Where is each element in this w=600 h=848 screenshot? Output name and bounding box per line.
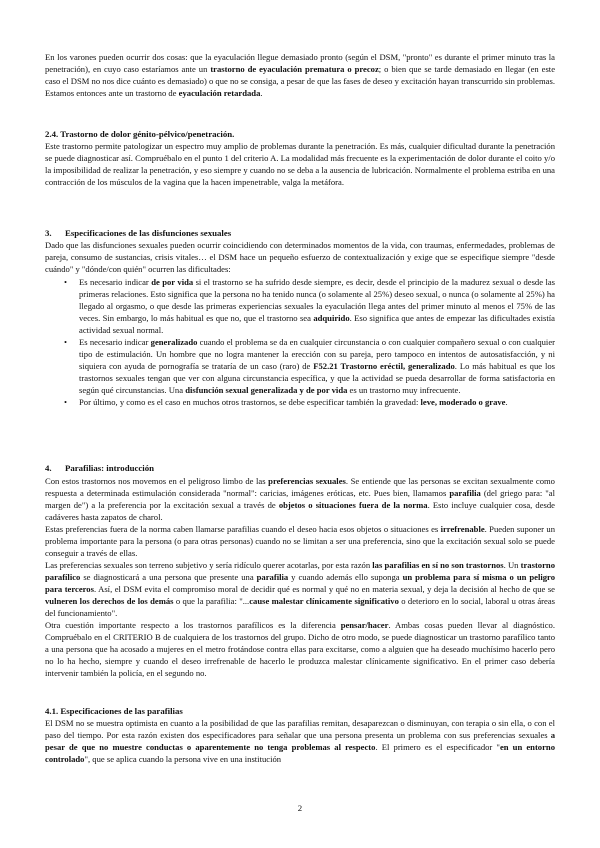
paragraph-especificaciones-parafilias: El DSM no se muestra optimista en cuanto a la posibilidad de que las parafilias remitan, desaparezcan o disminuyan, con terapia o sin ella, o con el paso del tiempo. Por esta razón existen dos especificadores para señalar que una persona presenta un problema con sus preferencias sexuales a pesar de que no muestre conductas o aparentemente no tenga problemas al respecto. El primero es el especificador "en un entorno controlado", que se aplica cuando la persona vive en una institución	[45, 718, 555, 764]
paragraph-especificaciones-intro: Dado que las disfunciones sexuales pueden ocurrir coincidiendo con determinados momentos de la vida, con traumas, enfermedades, problemas de pareja, consumo de sustancias, crisis vitales… el DSM hace un pequeño esfuerzo de contextualización y exige que se especifique siempre "desde cuándo" y "dónde/con quién" ocurren las dificultades:	[45, 240, 555, 274]
heading-3-number: 3.	[45, 228, 52, 238]
paragraph-irrefrenable: Estas preferencias fuera de la norma caben llamarse parafilias cuando el deseo hacia esos objetos o situaciones es irrefrenable. Pueden suponer un problema importante para la persona (o para otras personas) cuando no se limitan a ser una preferencia, sino que la excitación sexual solo se puede conseguir a través de ellas.	[45, 524, 555, 558]
heading-4-text: Parafilias: introducción	[65, 463, 155, 473]
heading-2-4: 2.4. Trastorno de dolor génito-pélvico/penetración.	[45, 129, 235, 139]
bullet-generalizado: • Es necesario indicar generalizado cuando el problema se da en cualquier circunstancia o con cualquier compañero sexual o con cualquier tipo de estimulación. Un hombre que no logra mantener la erección con su pareja, pero tampoco en intentos de autosatisfacción, y ni siquiera con ayuda de pornografía se trataría de un caso (raro) de F52.21 Trastorno eréctil, generalizado. Lo más habitual es que los trastornos sexuales tengan que ver con alguna circunstancia específica, y que la actividad se pueda desarrollar de forma satisfactoria en según qué circunstancias. Una disfunción sexual generalizada y de por vida es un trastorno muy infrecuente.	[45, 336, 555, 396]
paragraph-eyaculacion: En los varones pueden ocurrir dos cosas: que la eyaculación llegue demasiado pronto (según el DSM, "pronto" es durante el primer minuto tras la penetración), en cuyo caso estaríamos ante un trastorno de eyaculación prematura o precoz; o bien que se tarde demasiado en llegar (en este caso el DSM no nos dice cuánto es demasiado) o que no se consiga, a pesar de que las fases de deseo y excitación hayan transcurrido sin problemas. Estamos entonces ante un trastorno de eyaculación retardada.	[45, 52, 556, 98]
bullet-de-por-vida: • Es necesario indicar de por vida si el trastorno se ha sufrido desde siempre, es decir, desde el principio de la madurez sexual o desde las primeras relaciones. Esto significa que la persona no ha tenido nunca (o solamente al 25%) deseo sexual, o nunca (o solamente al 25%) ha llegado al orgasmo, o que desde las primeras experiencias sexuales la eyaculación llega antes del primer minuto al menos el 75% de las veces. Sin embargo, lo más habitual es que no, que el trastorno sea adquirido. Eso significa que antes de empezar las dificultades existía actividad sexual normal.	[45, 276, 555, 336]
heading-3	[45, 227, 555, 239]
bullet-list-especificaciones	[45, 276, 555, 408]
heading-4	[45, 462, 555, 474]
bullet-gravedad: • Por último, y como es el caso en muchos otros trastornos, se debe especificar también la gravedad: leve, moderado o grave.	[45, 396, 555, 408]
paragraph-pensar-hacer: Otra cuestión importante respecto a los trastornos parafílicos es la diferencia pensar/hacer. Ambas cosas pueden llevar al diagnóstico. Compruébalo en el CRITERIO B de cualquiera de los trastornos del grupo. Dicho de otro modo, se puede diagnosticar un trastorno parafílico tanto a una persona que ha acosado a mujeres en el metro frotándose contra ellas para excitarse, como a alguien que ha deseado muchísimo hacerlo pero no lo ha hecho, siempre y cuando el deseo irrefrenable de hacerlo le produzca malestar clínicamente significativo. En el primer caso debería intervenir también la policía, en el segundo no.	[45, 620, 555, 678]
paragraph-parafilias-definicion: Con estos trastornos nos movemos en el peligroso limbo de las preferencias sexuales. Se entiende que las personas se excitan sexualmente como respuesta a determinada estimulación considerada "normal": caricias, imágenes eróticas, etc. Pues bien, llamamos parafilia (del griego para: "al margen de") a la preferencia por la excitación sexual a través de objetos o situaciones fuera de la norma. Esto incluye cualquier cosa, desde cadáveres hasta zapatos de charol.	[45, 476, 555, 522]
paragraph-trastorno-parafilico: Las preferencias sexuales son terreno subjetivo y sería ridículo querer acotarlas, por esta razón las parafilias en sí no son trastornos. Un trastorno parafílico se diagnosticará a una persona que presente una parafilia y cuando además ello suponga un problema para sí misma o un peligro para terceros. Así, el DSM evita el compromiso moral de decidir qué es normal y qué no en materia sexual, y deja la decisión al hecho de que se vulneren los derechos de los demás o que la parafilia: "...cause malestar clínicamente significativo o deterioro en lo social, laboral u otras áreas del funcionamiento".	[45, 560, 556, 618]
page-number: 2	[297, 803, 303, 813]
heading-4-number: 4.	[45, 463, 52, 473]
heading-3-text: Especificaciones de las disfunciones sexuales	[65, 228, 232, 238]
heading-4-1: 4.1. Especificaciones de las parafilias	[45, 706, 183, 716]
paragraph-dolor-penetracion: Este trastorno permite patologizar un espectro muy amplio de problemas durante la penetración. Es más, cualquier dificultad durante la penetración se puede diagnosticar así. Compruébalo en el punto 1 del criterio A. La modalidad más frecuente es la experimentación de dolor durante el coito y/o la imposibilidad de realizar la penetración, y eso siempre y cuando no se deba a la ausencia de lubricación. Normalmente el problema estriba en una contracción de los músculos de la vagina que la hacen impenetrable, valga la metáfora.	[45, 141, 555, 187]
